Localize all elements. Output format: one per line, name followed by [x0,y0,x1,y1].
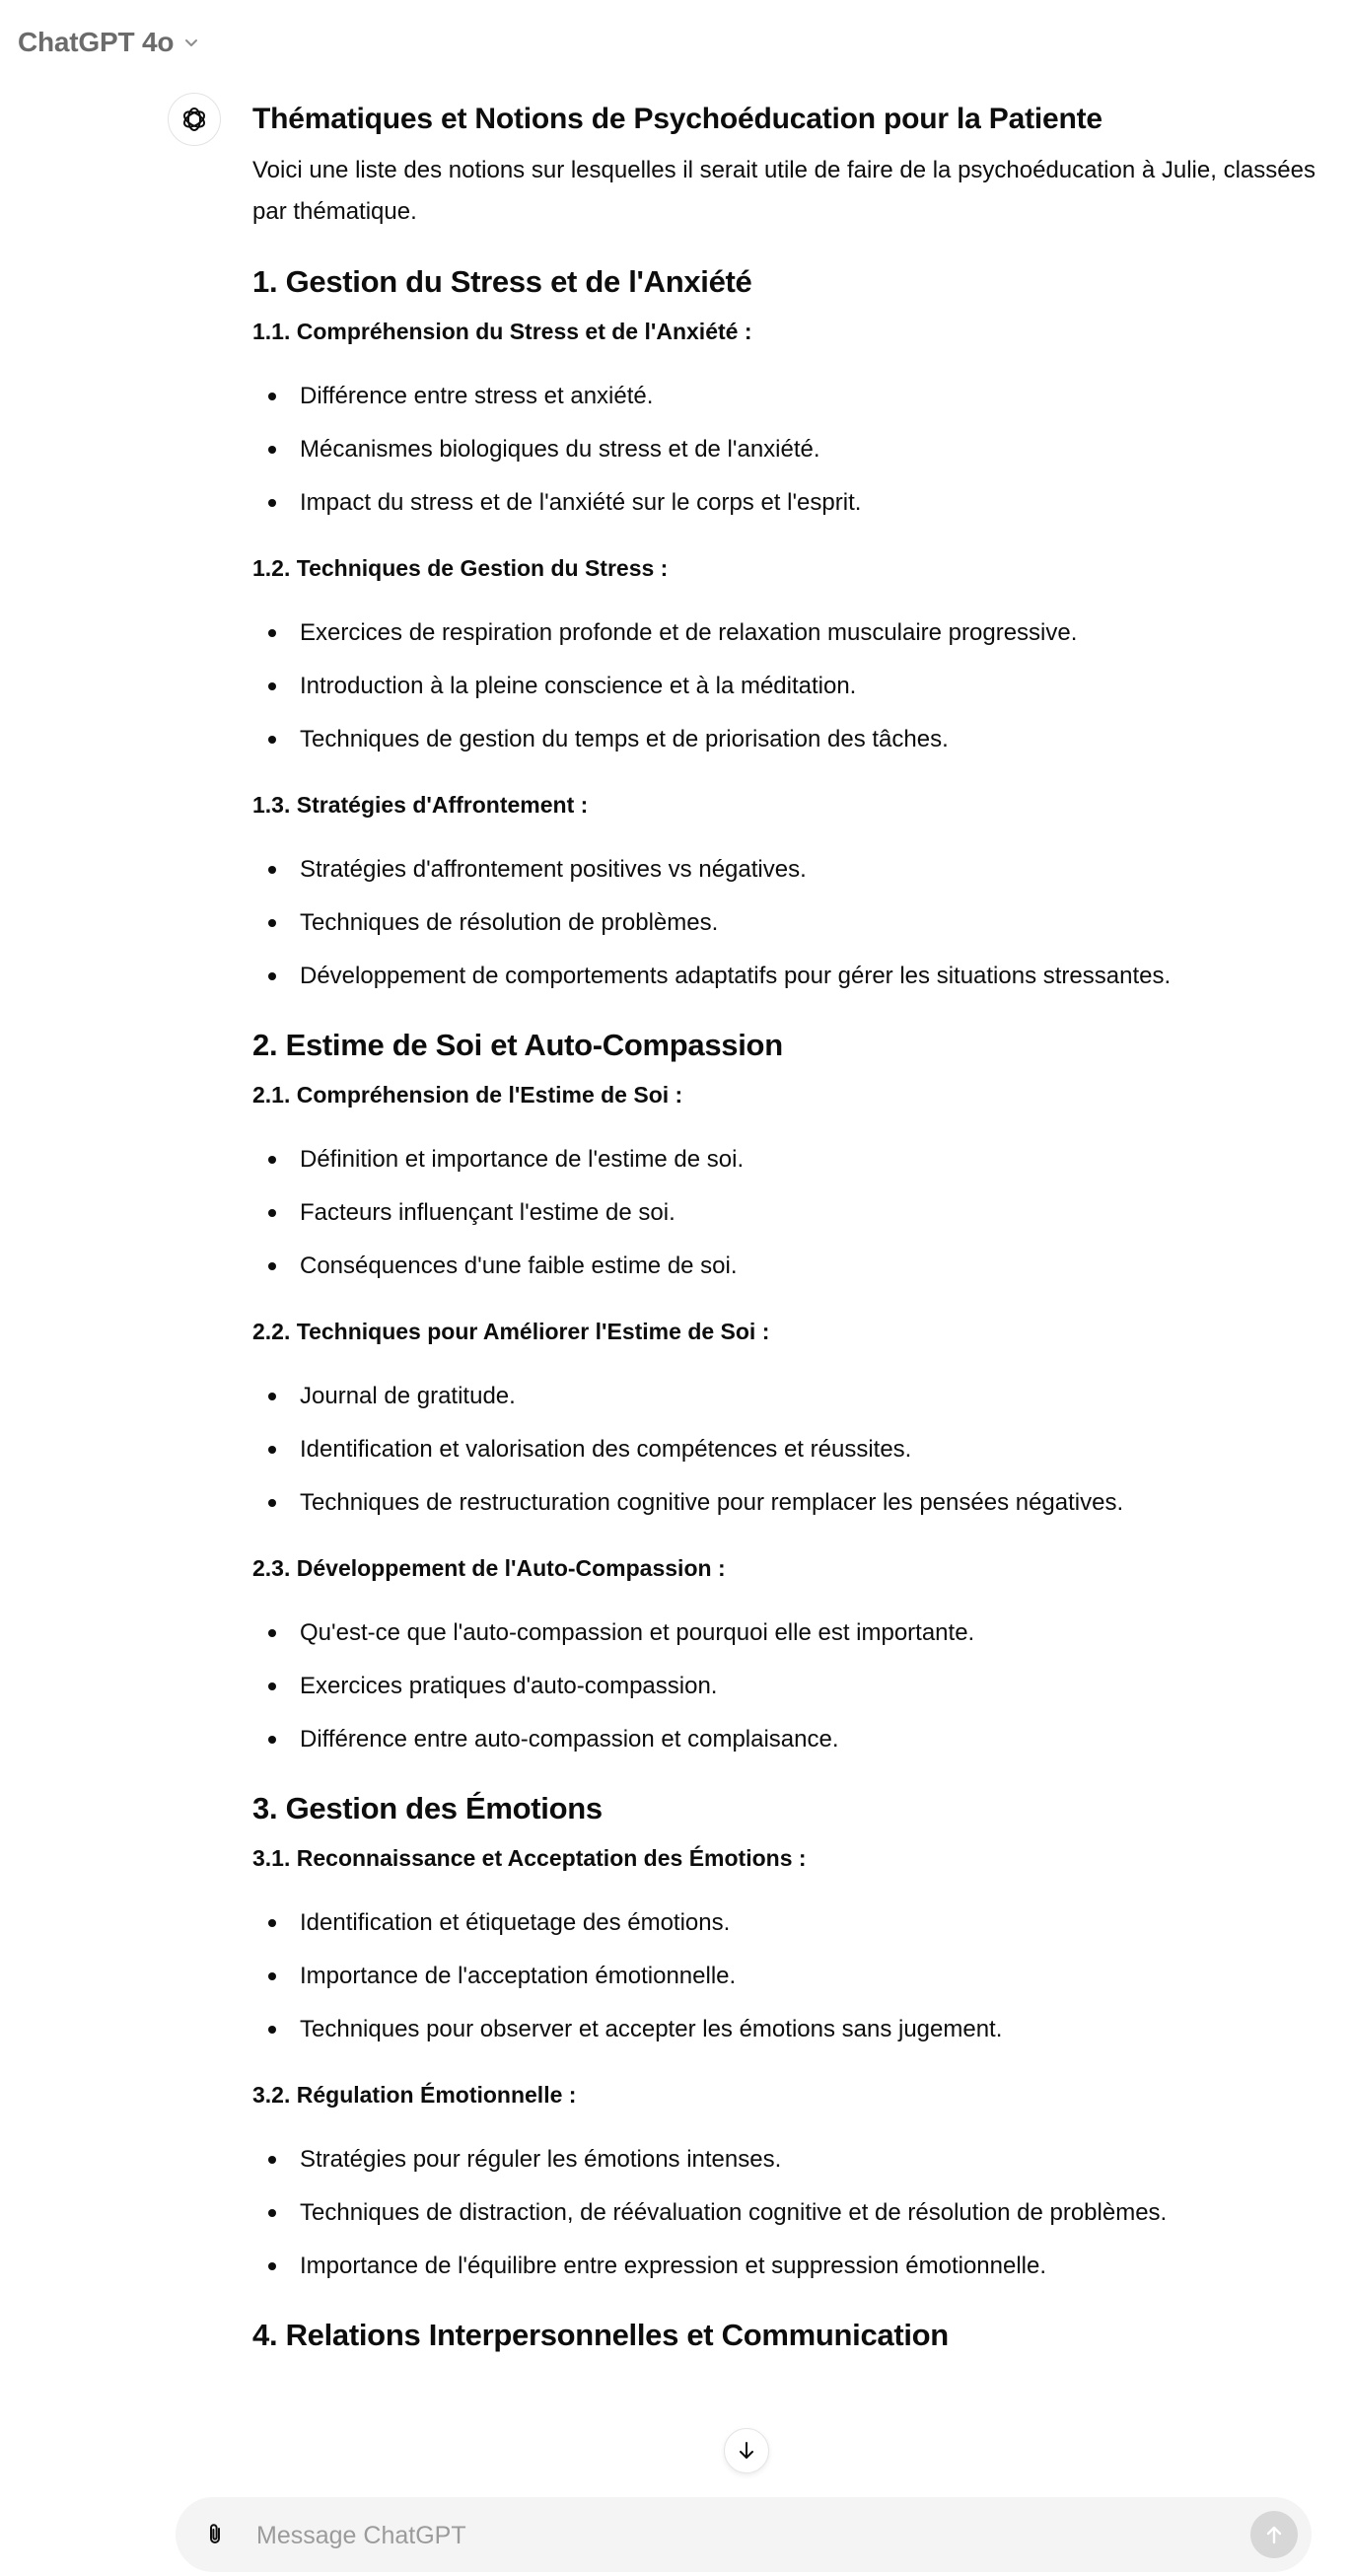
bullet-list [252,850,1317,996]
bullet-dot [268,1209,276,1217]
subsection-heading: 1.1. Compréhension du Stress et de l'Anxiété : [252,319,752,344]
list-item-text: Conséquences d'une faible estime de soi. [300,1252,738,1279]
arrow-down-icon [736,2440,757,2462]
list-item-text: Qu'est-ce que l'auto-compassion et pourquoi elle est importante. [300,1619,975,1646]
bullet-dot [268,2209,276,2217]
section-heading: 3. Gestion des Émotions [252,1791,603,1825]
bullet-dot [268,1446,276,1454]
list-item-text: Introduction à la pleine conscience et à la méditation. [300,673,857,699]
subsection-heading: 2.1. Compréhension de l'Estime de Soi : [252,1082,683,1108]
section-heading: 4. Relations Interpersonnelles et Communication [252,2318,949,2352]
bullet-list [252,613,1317,759]
list-item-text: Identification et valorisation des compétences et réussites. [300,1436,912,1463]
list-item-text: Techniques de gestion du temps et de priorisation des tâches. [300,726,949,752]
list-item [252,903,1317,943]
openai-logo-icon [179,105,209,134]
list-item-text: Techniques de résolution de problèmes. [300,909,719,936]
model-label: ChatGPT 4o [18,27,175,57]
list-item [252,2247,1317,2286]
list-item [252,2140,1317,2180]
bullet-dot [268,2262,276,2270]
bullet-dot [268,919,276,927]
bullet-dot [268,1499,276,1507]
list-item [252,2193,1317,2233]
list-item [252,720,1317,759]
list-item-text: Importance de l'acceptation émotionnelle. [300,1963,737,1989]
subsection-heading: 1.2. Techniques de Gestion du Stress : [252,555,669,581]
bullet-dot [268,629,276,637]
bullet-dot [268,1919,276,1927]
list-item [252,667,1317,706]
paperclip-icon [202,2522,228,2547]
list-item-text: Exercices de respiration profonde et de relaxation musculaire progressive. [300,619,1078,646]
bullet-dot [268,736,276,744]
bullet-dot [268,2026,276,2034]
list-item [252,2010,1317,2049]
list-item [252,1377,1317,1416]
attach-button[interactable] [195,2515,235,2554]
section-heading: 1. Gestion du Stress et de l'Anxiété [252,264,752,299]
subsection-heading: 1.3. Stratégies d'Affrontement : [252,792,589,818]
list-item [252,1430,1317,1469]
scroll-to-bottom-button[interactable] [724,2428,769,2473]
bullet-dot [268,1393,276,1400]
bullet-dot [268,1262,276,1270]
subsection-heading: 3.2. Régulation Émotionnelle : [252,2082,577,2108]
list-item [252,1140,1317,1180]
list-item-text: Définition et importance de l'estime de soi. [300,1146,745,1173]
list-item-text: Développement de comportements adaptatifs pour gérer les situations stressantes. [300,963,1172,989]
assistant-message [252,95,1317,2359]
list-item [252,483,1317,523]
list-item [252,377,1317,416]
composer-area [0,2475,1351,2576]
list-item [252,850,1317,890]
assistant-avatar [168,93,221,146]
list-item-text: Stratégies d'affrontement positives vs négatives. [300,856,807,883]
bullet-list [252,1377,1317,1523]
list-item [252,430,1317,469]
bullet-dot [268,499,276,507]
list-item-text: Techniques de restructuration cognitive pour remplacer les pensées négatives. [300,1489,1124,1516]
bullet-list [252,2140,1317,2286]
message-intro: Voici une liste des notions sur lesquelles il serait utile de faire de la psychoéducation à Julie, classées par thématique. [252,157,1315,225]
bullet-dot [268,1736,276,1744]
bullet-dot [268,1682,276,1690]
send-button[interactable] [1250,2511,1298,2558]
chevron-down-icon [181,33,201,52]
bullet-dot [268,446,276,454]
bullet-list [252,1140,1317,1286]
bullet-list [252,1903,1317,2049]
section-heading: 2. Estime de Soi et Auto-Compassion [252,1028,783,1062]
list-item [252,1903,1317,1943]
list-item-text: Impact du stress et de l'anxiété sur le corps et l'esprit. [300,489,862,516]
message-sections [252,258,1317,2359]
list-item-text: Mécanismes biologiques du stress et de l'anxiété. [300,436,820,463]
top-bar [0,0,1351,85]
list-item-text: Techniques de distraction, de réévaluation cognitive et de résolution de problèmes. [300,2199,1168,2226]
bullet-list [252,377,1317,523]
list-item [252,957,1317,996]
bullet-dot [268,1972,276,1980]
composer [176,2497,1312,2572]
bullet-dot [268,393,276,400]
bullet-dot [268,682,276,690]
list-item-text: Techniques pour observer et accepter les émotions sans jugement. [300,2016,1003,2042]
bullet-dot [268,866,276,874]
list-item-text: Exercices pratiques d'auto-compassion. [300,1673,718,1699]
list-item [252,1720,1317,1759]
list-item-text: Identification et étiquetage des émotions. [300,1909,731,1936]
list-item [252,1613,1317,1653]
bullet-dot [268,972,276,980]
list-item-text: Différence entre stress et anxiété. [300,383,654,409]
bullet-dot [268,2156,276,2164]
bullet-dot [268,1156,276,1164]
list-item-text: Stratégies pour réguler les émotions intenses. [300,2146,782,2173]
arrow-up-icon [1263,2524,1285,2545]
subsection-heading: 2.2. Techniques pour Améliorer l'Estime de Soi : [252,1319,770,1344]
list-item [252,1483,1317,1523]
list-item-text: Journal de gratitude. [300,1383,516,1409]
list-item [252,1667,1317,1706]
list-item-text: Différence entre auto-compassion et complaisance. [300,1726,839,1753]
list-item [252,1193,1317,1233]
list-item [252,1247,1317,1286]
message-title: Thématiques et Notions de Psychoéducation pour la Patiente [252,103,1102,135]
bullet-list [252,1613,1317,1759]
list-item-text: Facteurs influençant l'estime de soi. [300,1199,676,1226]
list-item-text: Importance de l'équilibre entre expression et suppression émotionnelle. [300,2253,1047,2279]
message-input[interactable] [254,2513,1205,2558]
subsection-heading: 2.3. Développement de l'Auto-Compassion : [252,1555,726,1581]
subsection-heading: 3.1. Reconnaissance et Acceptation des Émotions : [252,1845,807,1871]
bullet-dot [268,1629,276,1637]
list-item [252,1957,1317,1996]
model-selector[interactable] [10,22,209,63]
list-item [252,613,1317,653]
